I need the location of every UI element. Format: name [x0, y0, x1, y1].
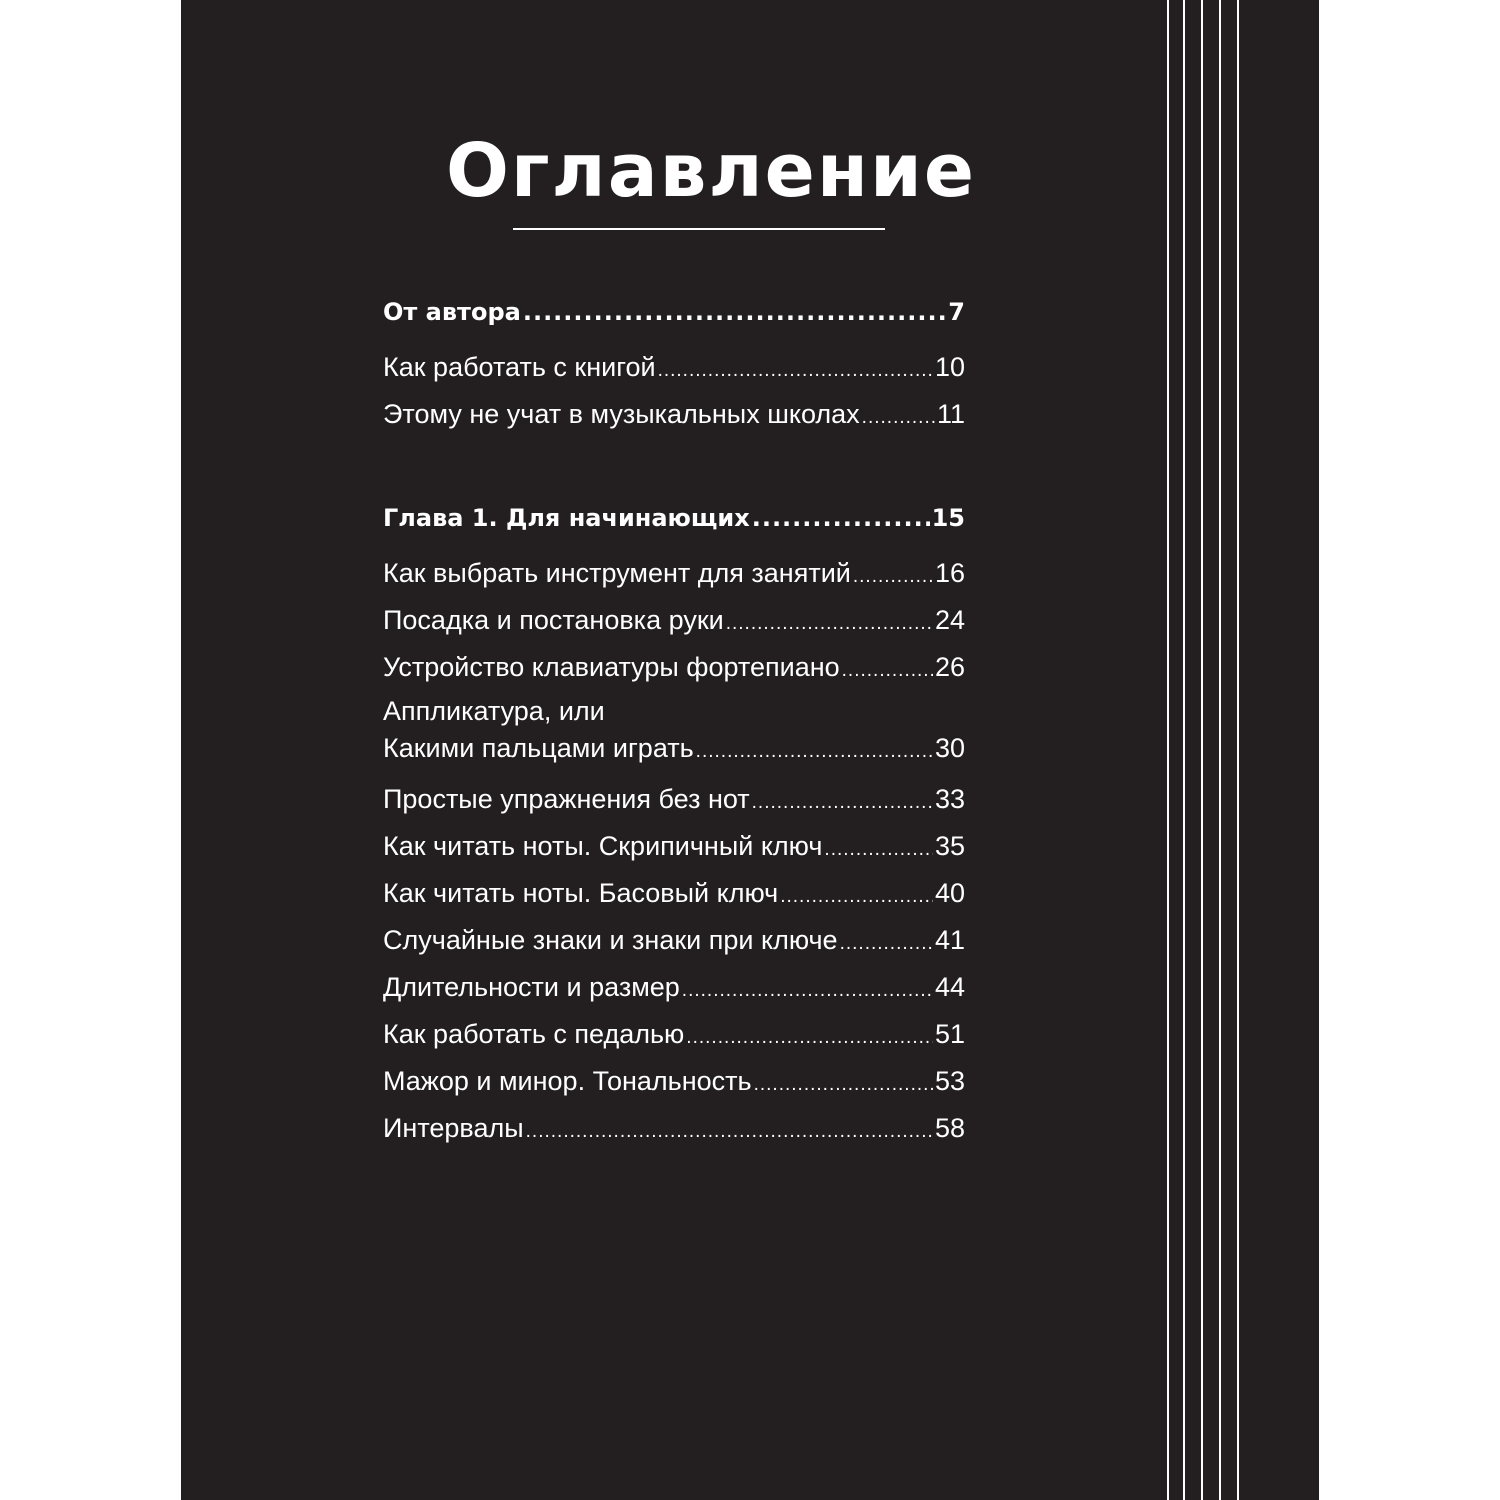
page-title: Оглавление: [445, 128, 977, 214]
toc-entry[interactable]: [383, 1108, 965, 1155]
leader-dots: [853, 557, 933, 597]
toc-page-number: 11: [936, 399, 965, 429]
toc-entry-text: Как выбрать инструмент для занятий: [383, 558, 851, 588]
toc-page-number: 16: [934, 558, 965, 588]
toc-page-number: 10: [934, 352, 965, 382]
toc-entry[interactable]: [383, 1061, 965, 1108]
toc-page-number: 53: [934, 1066, 965, 1096]
toc-page-number: 51: [934, 1019, 965, 1049]
leader-dots: [824, 830, 933, 870]
leader-dots: [862, 398, 935, 438]
toc-page-number: 33: [934, 784, 965, 814]
toc-entry-row: [383, 728, 965, 772]
toc-entry[interactable]: [383, 553, 965, 600]
toc-entry[interactable]: [383, 826, 965, 873]
toc-entry-text: Мажор и минор. Тональность: [383, 1066, 752, 1096]
toc-heading-text: От автора: [383, 298, 521, 326]
toc-page-number: 26: [934, 652, 965, 682]
toc-entry-text: Устройство клавиатуры фортепиано: [383, 652, 840, 682]
toc-heading[interactable]: [383, 498, 965, 553]
toc-entry-text: Посадка и постановка руки: [383, 605, 724, 635]
leader-dots: [526, 1112, 933, 1152]
toc-entry[interactable]: [383, 920, 965, 967]
toc-entry[interactable]: [383, 779, 965, 826]
leader-dots: [523, 292, 946, 332]
toc-entry[interactable]: [383, 694, 965, 779]
stripe: [1237, 0, 1239, 1500]
toc-page-number: 40: [934, 878, 965, 908]
stripe: [1201, 0, 1203, 1500]
section-spacer: [383, 441, 965, 498]
toc-entry[interactable]: [383, 1014, 965, 1061]
leader-dots: [780, 877, 933, 917]
toc-entry-text: Простые упражнения без нот: [383, 784, 750, 814]
toc-page-number: 41: [934, 925, 965, 955]
toc-page-number: 35: [934, 831, 965, 861]
toc-entry[interactable]: [383, 600, 965, 647]
title-underline: [513, 228, 885, 230]
toc-entry-text: Этому не учат в музыкальных школах: [383, 399, 860, 429]
toc-entry-text: Как работать с книгой: [383, 352, 656, 382]
book-page: [181, 0, 1319, 1500]
leader-dots: [682, 971, 933, 1011]
stripe: [1219, 0, 1221, 1500]
stripe: [1183, 0, 1185, 1500]
leader-dots: [754, 1065, 933, 1105]
decorative-stripes: [1167, 0, 1239, 1500]
leader-dots: [752, 783, 933, 823]
toc-entry-text: Длительности и размер: [383, 972, 680, 1002]
leader-dots: [658, 351, 933, 391]
leader-dots: [686, 1018, 933, 1058]
toc-entry-text: Как читать ноты. Басовый ключ: [383, 878, 779, 908]
toc-entry-text: Случайные знаки и знаки при ключе: [383, 925, 838, 955]
toc-entry[interactable]: [383, 967, 965, 1014]
toc-entry[interactable]: [383, 873, 965, 920]
toc-heading-text: Глава 1. Для начинающих: [383, 504, 750, 532]
leader-dots: [840, 924, 933, 964]
toc-entry-text-line1: Аппликатура, или: [383, 696, 605, 726]
toc-entry-text: Как читать ноты. Скрипичный ключ: [383, 831, 823, 861]
toc-page-number: 7: [948, 298, 965, 326]
leader-dots: [726, 604, 933, 644]
table-of-contents: [383, 292, 965, 1155]
toc-heading[interactable]: [383, 292, 965, 347]
leader-dots: [842, 651, 933, 691]
toc-page-number: 44: [934, 972, 965, 1002]
toc-entry[interactable]: [383, 647, 965, 694]
toc-entry[interactable]: [383, 394, 965, 441]
toc-page-number: 15: [931, 504, 965, 532]
toc-entry[interactable]: [383, 347, 965, 394]
toc-page-number: 24: [934, 605, 965, 635]
toc-entry-text: Как работать с педалью: [383, 1019, 685, 1049]
toc-page-number: 58: [934, 1113, 965, 1143]
leader-dots: [696, 732, 933, 772]
toc-entry-text: Интервалы: [383, 1113, 524, 1143]
toc-entry-text-line2: Какими пальцами играть: [383, 733, 694, 763]
stripe: [1167, 0, 1169, 1500]
toc-page-number: 30: [934, 733, 965, 763]
leader-dots: [752, 498, 930, 538]
